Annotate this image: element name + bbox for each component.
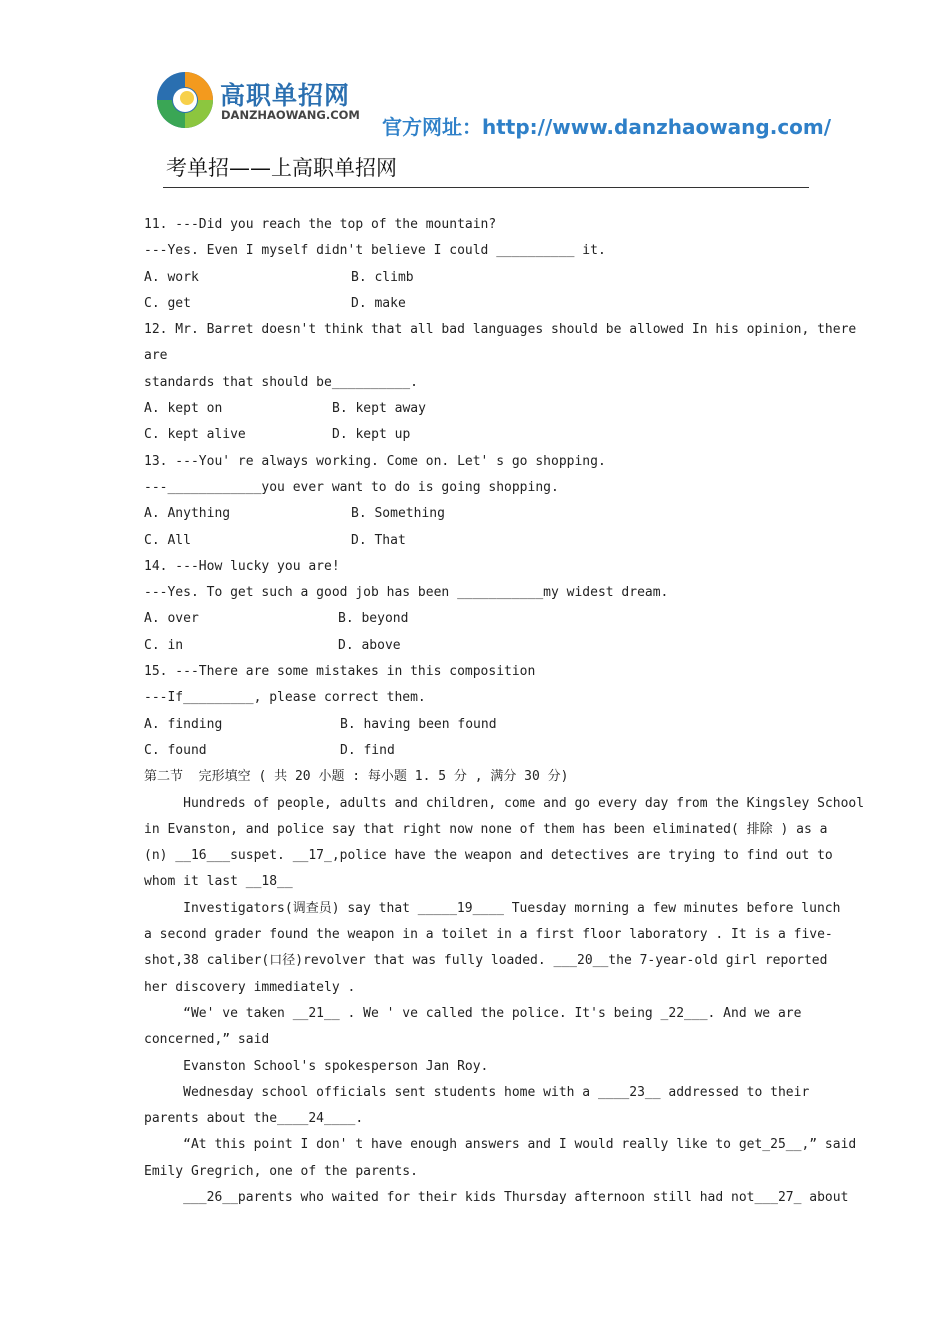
logo-english-name: DANZHAOWANG.COM xyxy=(221,108,360,122)
option-row xyxy=(144,422,809,448)
option-row xyxy=(144,606,809,632)
question-15 xyxy=(144,659,809,764)
passage-line: Emily Gregrich, one of the parents. xyxy=(144,1163,418,1179)
cloze-passage xyxy=(144,791,865,1212)
question-stem: ---Yes. To get such a good job has been ___________my widest dream. xyxy=(144,585,669,601)
option-a: A. Anything xyxy=(144,506,231,522)
passage-line: Hundreds of people, adults and children, come and go every day from the Kingsley School xyxy=(144,795,865,811)
option-row xyxy=(144,265,809,291)
option-row xyxy=(144,291,809,317)
passage-line: “At this point I don' t have enough answers and I would really like to get_25__,” said xyxy=(144,1137,857,1153)
site-url[interactable]: 官方网址：http://www.danzhaowang.com/ xyxy=(382,115,832,139)
option-b: B. kept away xyxy=(332,401,426,417)
passage-line: ___26__parents who waited for their kids Thursday afternoon still had not___27_ about xyxy=(144,1189,849,1205)
question-stem: ---____________you ever want to do is going shopping. xyxy=(144,479,559,495)
question-12 xyxy=(144,317,857,448)
option-a: A. kept on xyxy=(144,401,223,417)
passage-line: a second grader found the weapon in a toilet in a first floor laboratory . It is a five- xyxy=(144,927,833,943)
question-stem: standards that should be__________. xyxy=(144,374,418,390)
passage-line: concerned,” said xyxy=(144,1032,270,1048)
question-stem: 12. Mr. Barret doesn't think that all bad languages should be allowed In his opinion, there xyxy=(144,322,857,338)
option-b: B. having been found xyxy=(340,716,497,732)
passage-line: whom it last __18__ xyxy=(144,874,293,890)
passage-line: shot,38 caliber(口径)revolver that was fully loaded. ___20__the 7-year-old girl reported xyxy=(144,953,828,969)
question-stem: ---If_________, please correct them. xyxy=(144,690,426,706)
question-13 xyxy=(144,449,809,554)
header-slogan: 考单招——上高职单招网 xyxy=(166,156,397,180)
option-row xyxy=(144,501,809,527)
question-stem: 13. ---You' re always working. Come on. Let' s go shopping. xyxy=(144,453,606,469)
option-c: C. get xyxy=(144,295,191,311)
section-title: 第二节 完形填空 ( 共 20 小题 : 每小题 1. 5 分 , 满分 30 分) xyxy=(144,769,569,785)
passage-line: her discovery immediately . xyxy=(144,979,356,995)
option-row xyxy=(144,712,809,738)
document-body xyxy=(144,212,865,1211)
logo-chinese-name: 高职单招网 xyxy=(220,81,351,110)
option-b: B. beyond xyxy=(338,611,409,627)
option-d: D. That xyxy=(351,532,406,548)
passage-line: Evanston School's spokesperson Jan Roy. xyxy=(144,1058,489,1074)
option-c: C. found xyxy=(144,742,207,758)
question-stem: ---Yes. Even I myself didn't believe I could __________ it. xyxy=(144,243,606,259)
option-row xyxy=(144,528,809,554)
option-c: C. kept alive xyxy=(144,427,246,443)
question-14 xyxy=(144,554,809,659)
passage-line: (n) __16___suspet. __17_,police have the weapon and detectives are trying to find out to xyxy=(144,848,833,864)
option-d: D. kept up xyxy=(332,427,411,443)
header-divider xyxy=(163,187,809,188)
question-11 xyxy=(144,212,809,317)
option-b: B. Something xyxy=(351,506,445,522)
logo-icon xyxy=(156,71,214,129)
option-b: B. climb xyxy=(351,269,414,285)
passage-line: Investigators(调查员) say that _____19____ Tuesday morning a few minutes before lunch xyxy=(144,900,841,916)
option-a: A. finding xyxy=(144,716,223,732)
option-c: C. in xyxy=(144,637,184,653)
option-row xyxy=(144,738,809,764)
option-row xyxy=(144,633,809,659)
option-a: A. work xyxy=(144,269,199,285)
passage-line: parents about the____24____. xyxy=(144,1111,364,1127)
option-a: A. over xyxy=(144,611,199,627)
page-header xyxy=(0,0,950,200)
option-row xyxy=(144,396,809,422)
question-stem: 14. ---How lucky you are! xyxy=(144,558,340,574)
question-stem: are xyxy=(144,348,168,364)
question-stem: 11. ---Did you reach the top of the mountain? xyxy=(144,217,497,232)
option-d: D. find xyxy=(340,742,395,758)
passage-line: in Evanston, and police say that right now none of them has been eliminated( 排除 ) as a xyxy=(144,821,828,837)
passage-line: “We' ve taken __21__ . We ' ve called the police. It's being _22___. And we are xyxy=(144,1005,802,1021)
passage-line: Wednesday school officials sent students home with a ____23__ addressed to their xyxy=(144,1084,810,1100)
option-d: D. above xyxy=(338,637,401,653)
question-stem: 15. ---There are some mistakes in this composition xyxy=(144,664,536,680)
option-d: D. make xyxy=(351,295,406,311)
option-c: C. All xyxy=(144,532,191,548)
